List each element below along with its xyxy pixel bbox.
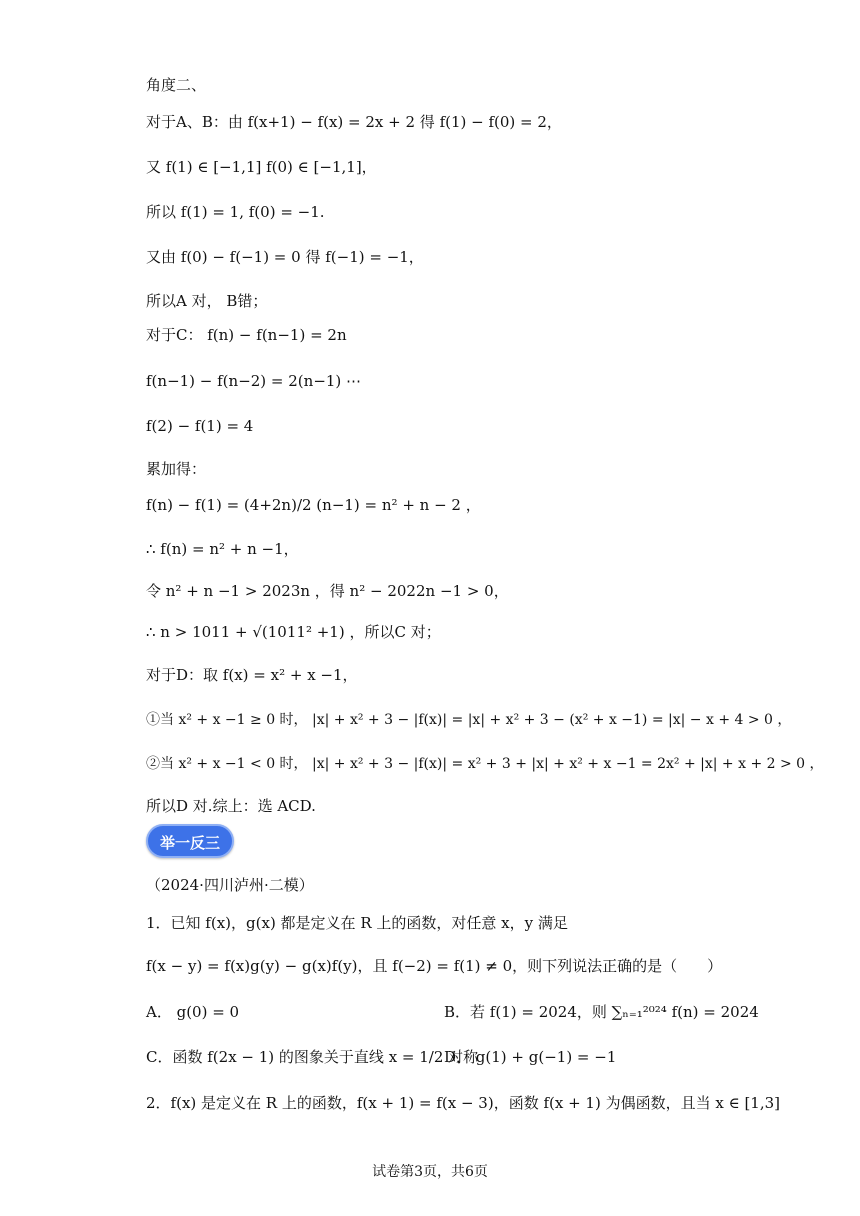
question-2-stem: 2．f(x) 是定义在 R 上的函数，f(x + 1) = f(x − 3)，函数 f(x + 1) 为偶函数，且当 x ∈ [1,3] [146, 1094, 781, 1112]
solution-line: 对于D：取 f(x) = x² + x −1， [146, 666, 358, 684]
question-source: （2024·四川泸州·二模） [146, 876, 314, 894]
option-b: B．若 f(1) = 2024，则 ∑ₙ₌₁²⁰²⁴ f(n) = 2024 [444, 1003, 759, 1021]
solution-line: 又由 f(0) − f(−1) = 0 得 f(−1) = −1， [146, 248, 424, 266]
question-1-stem: f(x − y) = f(x)g(y) − g(x)f(y)，且 f(−2) = f(1) ≠ 0，则下列说法正确的是（ ） [146, 957, 723, 975]
question-1-stem: 1．已知 f(x)，g(x) 都是定义在 R 上的函数，对任意 x，y 满足 [146, 914, 568, 932]
solution-line: ∴ f(n) = n² + n −1， [146, 540, 299, 558]
solution-line: ①当 x² + x −1 ≥ 0 时， |x| + x² + 3 − |f(x)| = |x| + x² + 3 − (x² + x −1) = |x| − x + 4 > 0 ， [146, 712, 792, 728]
solution-line: 所以D 对.综上：选 ACD. [146, 797, 316, 815]
solution-line: 对于C： f(n) − f(n−1) = 2n [146, 326, 347, 344]
solution-line: f(n) − f(1) = (4+2n)/2 (n−1) = n² + n − 2 ， [146, 496, 481, 514]
option-c: C．函数 f(2x − 1) 的图象关于直线 x = 1/2 对称 [146, 1048, 479, 1066]
option-a: A． g(0) = 0 [146, 1003, 240, 1021]
solution-line: 又 f(1) ∈ [−1,1] f(0) ∈ [−1,1]， [146, 158, 377, 176]
solution-line: ②当 x² + x −1 < 0 时， |x| + x² + 3 − |f(x)| = x² + 3 + |x| + x² + x −1 = 2x² + |x| + x + 2 > 0 ， [146, 756, 824, 772]
solution-line: 所以A 对， B错； [146, 292, 268, 310]
solution-line: f(n−1) − f(n−2) = 2(n−1) ⋯ [146, 372, 362, 390]
solution-line: 累加得： [146, 460, 207, 478]
page-footer: 试卷第3页，共6页 [372, 1164, 488, 1180]
solution-line: ∴ n > 1011 + √(1011² +1) ，所以C 对； [146, 623, 441, 641]
practice-badge: 举一反三 [146, 824, 234, 858]
section-heading: 角度二、 [146, 76, 207, 94]
solution-line: 对于A、B：由 f(x+1) − f(x) = 2x + 2 得 f(1) − f(0) = 2， [146, 113, 562, 131]
solution-line: 令 n² + n −1 > 2023n ，得 n² − 2022n −1 > 0， [146, 582, 509, 600]
solution-line: f(2) − f(1) = 4 [146, 417, 254, 435]
solution-line: 所以 f(1) = 1, f(0) = −1. [146, 203, 325, 221]
option-d: D． g(1) + g(−1) = −1 [444, 1048, 617, 1066]
